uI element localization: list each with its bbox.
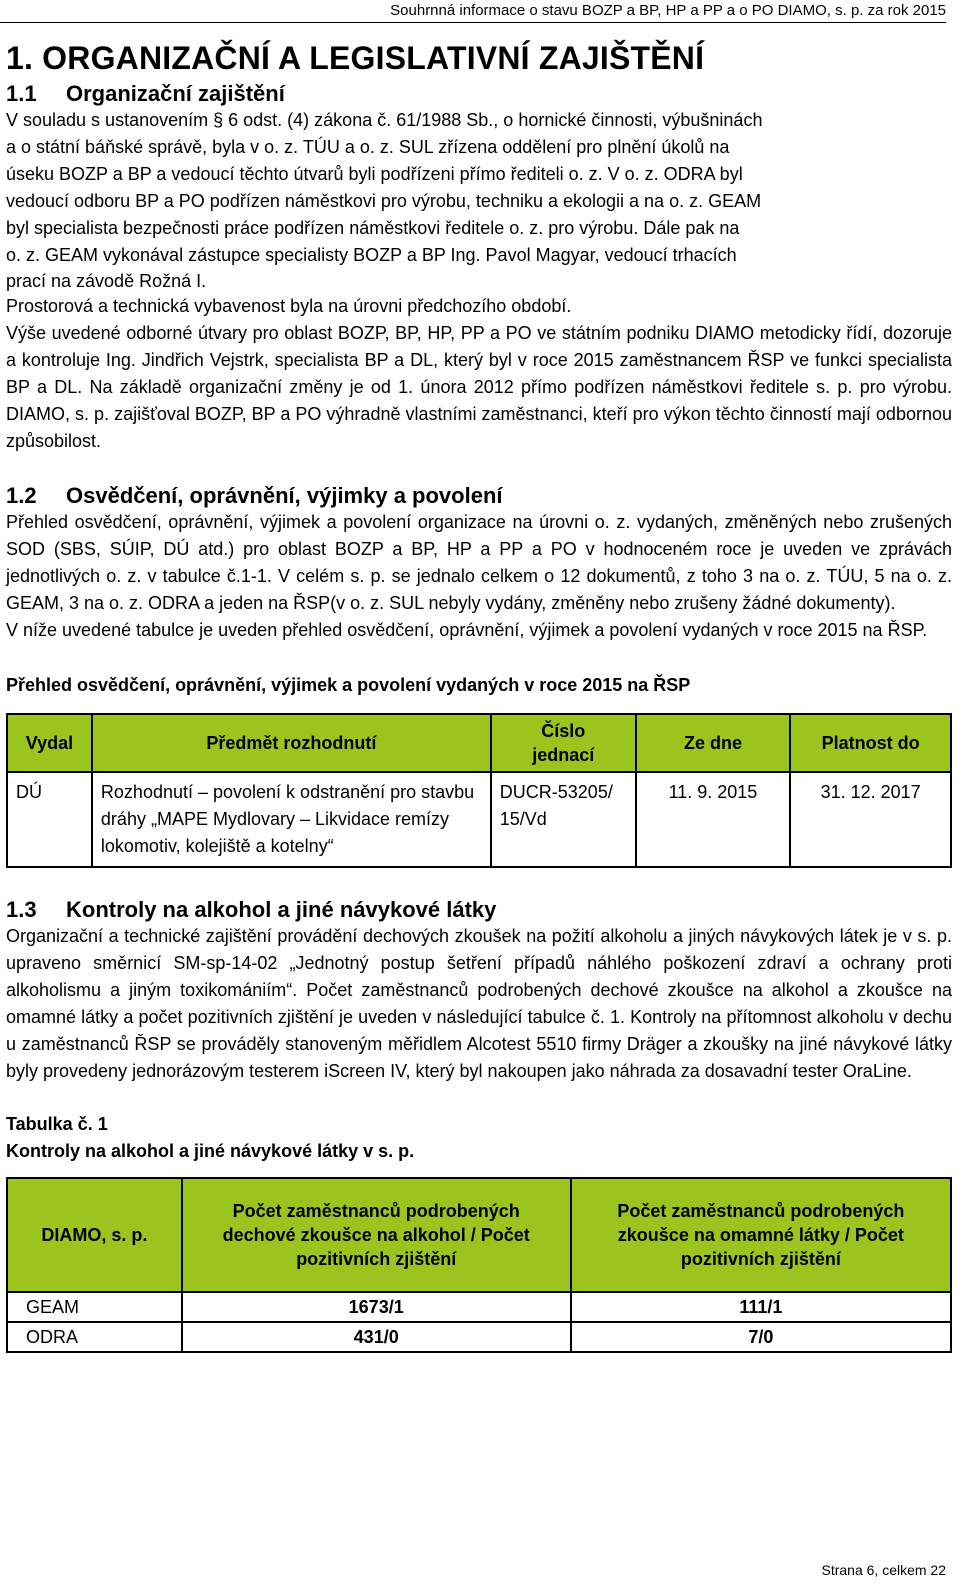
table-header-row xyxy=(7,1178,951,1292)
column-header: Počet zaměstnanců podrobených dechové zkoušce na alkohol / Počet pozitivních zjištění xyxy=(182,1178,571,1292)
text-line: o. z. GEAM vykonával zástupce specialisty BOZP a BP Ing. Pavol Magyar, vedoucí trhacích xyxy=(6,245,737,265)
table-cell: ODRA xyxy=(7,1322,182,1352)
text-line: V souladu s ustanovením § 6 odst. (4) zákona č. 61/1988 Sb., o hornické činnosti, výbušninách xyxy=(6,110,763,130)
table-title: Přehled osvědčení, oprávnění, výjimek a povolení vydaných v roce 2015 na ŘSP xyxy=(6,675,691,695)
text-line: byl specialista bezpečnosti práce podřízen náměstkovi ředitele o. z. pro výrobu. Dále pak na xyxy=(6,218,740,238)
text-line: a o státní báňské správě, byla v o. z. TÚU a o. z. SUL zřízena oddělení pro plnění úkolů na xyxy=(6,137,730,157)
page-footer: Strana 6, celkem 22 xyxy=(821,1562,946,1578)
column-header: Číslo jednací xyxy=(491,714,636,772)
column-header: Platnost do xyxy=(790,714,951,772)
section-1-1-paragraph xyxy=(6,107,952,293)
paragraph: Prostorová a technická vybavenost byla na úrovni předchozího období. xyxy=(6,296,572,316)
table-cell: 111/1 xyxy=(571,1292,951,1322)
section-number: 1.3 xyxy=(6,897,37,922)
table-row xyxy=(7,1292,951,1322)
text-line: vedoucí odboru BP a PO podřízen náměstkovi pro výrobu, techniku a ekologii a na o. z. GEAM xyxy=(6,191,762,211)
table-cell: DÚ xyxy=(7,772,92,867)
chapter-title: 1. ORGANIZAČNÍ A LEGISLATIVNÍ ZAJIŠTĚNÍ xyxy=(6,40,705,76)
table-header-row xyxy=(7,714,951,772)
table-row xyxy=(7,772,951,867)
column-header: DIAMO, s. p. xyxy=(7,1178,182,1292)
section-1-2-heading xyxy=(6,482,952,509)
table-cell: Rozhodnutí – povolení k odstranění pro stavbu dráhy „MAPE Mydlovary – Likvidace remízy lokomotiv, kolejiště a kotelny“ xyxy=(92,772,491,867)
column-header: Počet zaměstnanců podrobených zkoušce na omamné látky / Počet pozitivních zjištění xyxy=(571,1178,951,1292)
table-cell: 11. 9. 2015 xyxy=(636,772,791,867)
page-header: Souhrnná informace o stavu BOZP a BP, HP a PP a o PO DIAMO, s. p. za rok 2015 xyxy=(0,2,946,23)
column-header: Vydal xyxy=(7,714,92,772)
paragraph: Organizační a technické zajištění provádění dechových zkoušek na požití alkoholu a jiných návykových látek je v s. p. upraveno směrnicí SM-sp-14-02 „Jednotný postup šetření případů náhlého poškození zdraví a ochrany proti alkoholismu a jiným toxikomániím“. Počet zaměstnanců podrobených dechové zkoušce na alkohol a zkoušce na omamné látky a počet pozitivních zjištění je uveden v následující tabulce č. 1. Kontroly na přítomnost alkoholu v dechu u zaměstnanců ŘSP se prováděly stanoveným měřidlem Alcotest 5510 firmy Dräger a zkoušky na jiné návykové látky byly provedeny jednorázovým testerem iScreen IV, který byl nakoupen jako náhrada za dosavadní tester OraLine. xyxy=(6,926,952,1081)
section-number: 1.1 xyxy=(6,81,37,106)
table-cell: 31. 12. 2017 xyxy=(790,772,951,867)
table-title: Kontroly na alkohol a jiné návykové látky v s. p. xyxy=(6,1141,415,1161)
section-title: Kontroly na alkohol a jiné návykové látky xyxy=(66,897,497,922)
permits-table xyxy=(6,713,952,868)
section-title: Osvědčení, oprávnění, výjimky a povolení xyxy=(66,483,503,508)
section-title: Organizační zajištění xyxy=(66,81,285,106)
text-line: prací na závodě Rožná I. xyxy=(6,271,207,291)
table-cell: 431/0 xyxy=(182,1322,571,1352)
paragraph: V níže uvedené tabulce je uveden přehled osvědčení, oprávnění, výjimek a povolení vydaných v roce 2015 na ŘSP. xyxy=(6,620,928,640)
paragraph: Výše uvedené odborné útvary pro oblast BOZP, BP, HP, PP a PO ve státním podniku DIAMO metodicky řídí, dozoruje a kontroluje Ing. Jindřich Vejstrk, specialista BP a DL, který byl v roce 2015 zaměstnancem ŘSP ve funkci specialista BP a DL. Na základě organizační změny je od 1. února 2012 přímo podřízen náměstkovi ředitele s. p. pro výrobu. DIAMO, s. p. zajišťoval BOZP, BP a PO výhradně vlastními zaměstnanci, kteří pro výkon těchto činností mají odbornou způsobilost. xyxy=(6,323,952,451)
table-row xyxy=(7,1322,951,1352)
column-header: Ze dne xyxy=(636,714,791,772)
table-cell: DUCR-53205/15/Vd xyxy=(491,772,636,867)
section-1-1-heading xyxy=(6,80,952,107)
section-number: 1.2 xyxy=(6,483,37,508)
table-cell: 7/0 xyxy=(571,1322,951,1352)
table-cell: 1673/1 xyxy=(182,1292,571,1322)
table-label: Tabulka č. 1 xyxy=(6,1114,108,1134)
section-1-3-heading xyxy=(6,896,952,923)
text-line: úseku BOZP a BP a vedoucí těchto útvarů byli podřízeni přímo řediteli o. z. V o. z. ODRA byl xyxy=(6,164,743,184)
document-body xyxy=(6,38,952,1353)
column-header: Předmět rozhodnutí xyxy=(92,714,491,772)
alcohol-tests-table xyxy=(6,1177,952,1353)
table-cell: GEAM xyxy=(7,1292,182,1322)
paragraph: Přehled osvědčení, oprávnění, výjimek a povolení organizace na úrovni o. z. vydaných, změněných nebo zrušených SOD (SBS, SÚIP, DÚ atd.) pro oblast BOZP a BP, HP a PP a PO v hodnoceném roce je uveden ve zprávách jednotlivých o. z. v tabulce č.1-1. V celém s. p. se jednalo celkem o 12 dokumentů, z toho 3 na o. z. TÚU, 5 na o. z. GEAM, 3 na o. z. ODRA a jeden na ŘSP(v o. z. SUL nebyly vydány, změněny nebo zrušeny žádné dokumenty). xyxy=(6,512,952,613)
